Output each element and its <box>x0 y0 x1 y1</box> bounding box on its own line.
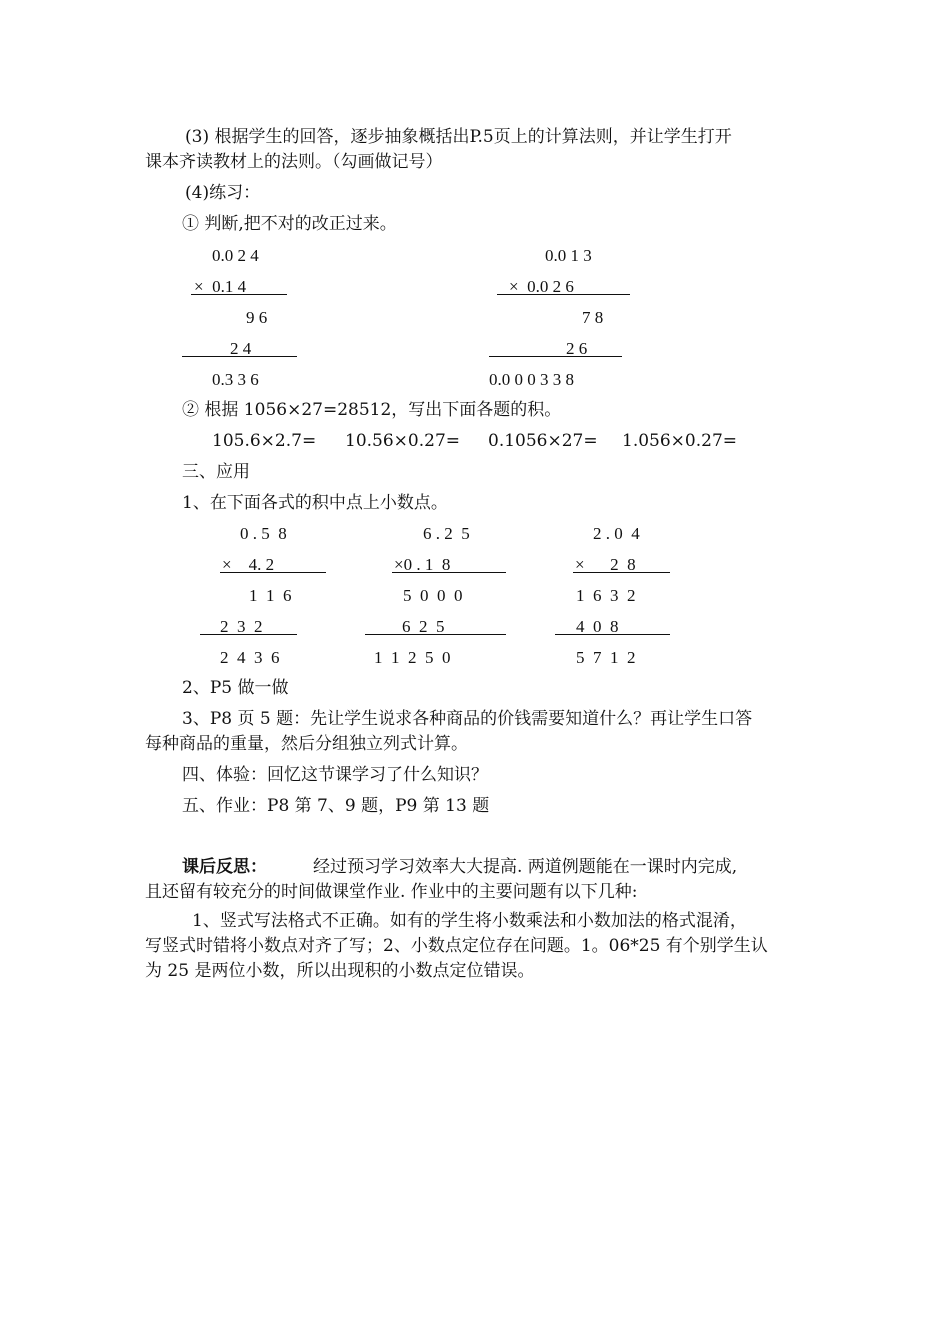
judge-left-partial2: 2 4 <box>230 339 252 358</box>
judge-right-partial1: 7 8 <box>582 308 604 327</box>
app2-partial2: 6 2 5 <box>402 617 445 636</box>
reflection-label: 课后反思： <box>182 857 267 877</box>
app3-rule2 <box>555 634 670 635</box>
app3-rule1 <box>573 572 670 573</box>
app2-rule1 <box>392 572 506 573</box>
app2-rule2 <box>365 634 506 635</box>
product-item-4: 1.056×0.27= <box>622 431 738 451</box>
app3-line1: 3、P8 页 5 题：先让学生说求各种商品的价钱需要知道什么？再让学生口答 <box>182 709 753 729</box>
practice-heading: (4)练习： <box>185 183 261 203</box>
judge-left-rule2 <box>182 356 297 357</box>
section5: 五、作业：P8 第 7、9 题，P9 第 13 题 <box>182 796 490 816</box>
product-heading: ② 根据 1056×27=28512，写出下面各题的积。 <box>182 400 562 420</box>
app1-rule1 <box>220 572 326 573</box>
para3-line2: 课本齐读教材上的法则。（勾画做记号） <box>145 152 443 172</box>
app2-multiplicand: 6 . 2 5 <box>423 524 470 543</box>
app1-multiplier: × 4. 2 <box>222 555 275 574</box>
app3-partial1: 1 6 3 2 <box>576 586 636 605</box>
product-item-3: 0.1056×27= <box>488 431 598 451</box>
judge-right-partial2: 2 6 <box>566 339 588 358</box>
judge-right-rule1 <box>497 294 630 295</box>
judge-left-multiplicand: 0.0 2 4 <box>212 246 259 265</box>
app3-multiplicand: 2 . 0 4 <box>593 524 640 543</box>
app1-rule2 <box>200 634 297 635</box>
judge-left-multiplier: × 0.1 4 <box>194 277 247 296</box>
app1-multiplicand: 0 . 5 8 <box>240 524 287 543</box>
judge-right-multiplier: × 0.0 2 6 <box>509 277 574 296</box>
app3-result: 5 7 1 2 <box>576 648 636 667</box>
app2-line: 2、P5 做一做 <box>182 678 289 698</box>
app2-multiplier: ×0 . 1 8 <box>394 555 451 574</box>
app3-line2: 每种商品的重量，然后分组独立列式计算。 <box>145 734 468 754</box>
judge-left-rule1 <box>191 294 287 295</box>
reflection-line3: 1、竖式写法格式不正确。如有的学生将小数乘法和小数加法的格式混淆， <box>192 911 747 931</box>
judge-right-multiplicand: 0.0 1 3 <box>545 246 592 265</box>
product-item-1: 105.6×2.7= <box>212 431 317 451</box>
section4: 四、体验：回忆这节课学习了什么知识？ <box>182 765 488 785</box>
app1-partial1: 1 1 6 <box>249 586 292 605</box>
judge-right-result: 0.0 0 0 3 3 8 <box>489 370 574 389</box>
app1-title: 1、在下面各式的积中点上小数点。 <box>182 493 448 513</box>
app2-result: 1 1 2 5 0 <box>374 648 451 667</box>
judge-right-rule2 <box>489 356 622 357</box>
reflection-line2: 且还留有较充分的时间做课堂作业. 作业中的主要问题有以下几种: <box>145 882 638 902</box>
section3-title: 三、应用 <box>182 462 250 482</box>
app3-partial2: 4 0 8 <box>576 617 619 636</box>
app3-multiplier: × 2 8 <box>575 555 636 574</box>
judge-left-result: 0.3 3 6 <box>212 370 259 389</box>
app1-result: 2 4 3 6 <box>220 648 280 667</box>
para3-line1: (3) 根据学生的回答，逐步抽象概括出P.5页上的计算法则，并让学生打开 <box>185 127 732 147</box>
reflection-line4: 写竖式时错将小数点对齐了写；2、小数点定位存在问题。1。06*25 有个别学生认 <box>145 936 768 956</box>
judge-left-partial1: 9 6 <box>246 308 268 327</box>
app1-partial2: 2 3 2 <box>220 617 263 636</box>
judge-heading: ① 判断,把不对的改正过来。 <box>182 214 397 234</box>
product-item-2: 10.56×0.27= <box>345 431 461 451</box>
reflection-line5: 为 25 是两位小数，所以出现积的小数点定位错误。 <box>145 961 535 981</box>
app2-partial1: 5 0 0 0 <box>403 586 463 605</box>
reflection-line1: 经过预习学习效率大大提高. 两道例题能在一课时内完成, <box>313 857 738 877</box>
